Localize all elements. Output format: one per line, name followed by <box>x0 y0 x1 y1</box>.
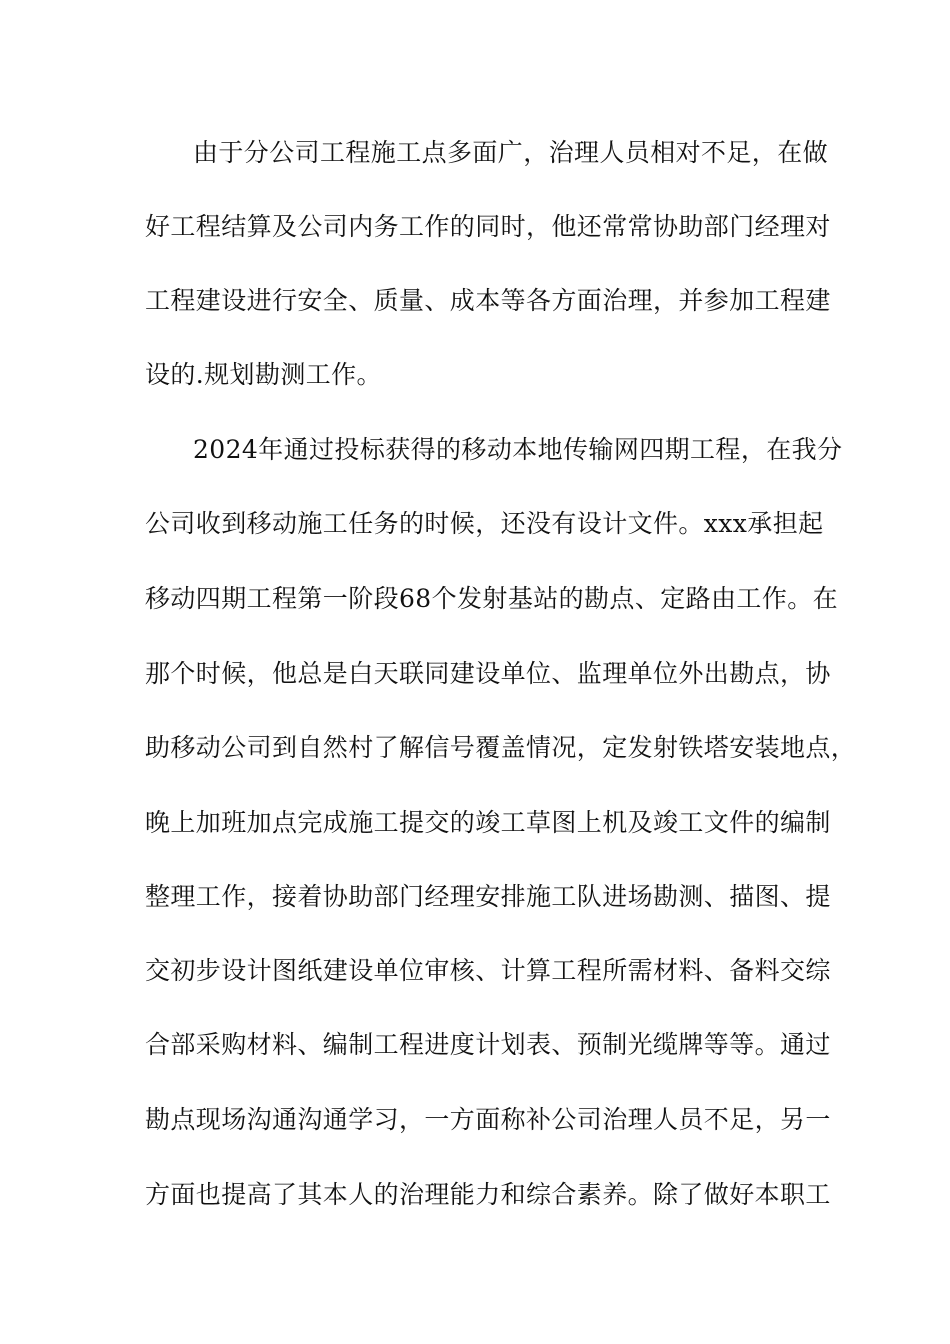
text-line: 设的.规划勘测工作。 <box>145 360 382 389</box>
text-line: 助移动公司到自然村了解信号覆盖情况，定发射铁塔安装地点， <box>145 733 857 762</box>
text-line: 晚上加班加点完成施工提交的竣工草图上机及竣工文件的编制 <box>145 808 831 837</box>
text-line: 方面也提高了其本人的治理能力和综合素养。除了做好本职工 <box>145 1180 831 1209</box>
text-line: 整理工作，接着协助部门经理安排施工队进场勘测、描图、提 <box>145 882 831 911</box>
text-line: 勘点现场沟通沟通学习，一方面称补公司治理人员不足，另一 <box>145 1105 831 1134</box>
text-line: 由于分公司工程施工点多面广，治理人员相对不足，在做 <box>193 138 829 167</box>
text-line: 2024年通过投标获得的移动本地传输网四期工程，在我分 <box>193 435 843 464</box>
text-line: 工程建设进行安全、质量、成本等各方面治理，并参加工程建 <box>145 286 831 315</box>
text-line: 公司收到移动施工任务的时候，还没有设计文件。xxx承担起 <box>145 509 824 538</box>
text-line: 那个时候，他总是白天联同建设单位、监理单位外出勘点，协 <box>145 659 831 688</box>
text-line: 交初步设计图纸建设单位审核、计算工程所需材料、备料交综 <box>145 956 831 985</box>
text-line: 移动四期工程第一阶段68个发射基站的勘点、定路由工作。在 <box>145 584 839 613</box>
text-line: 好工程结算及公司内务工作的同时，他还常常协助部门经理对 <box>145 212 831 241</box>
text-line: 合部采购材料、编制工程进度计划表、预制光缆牌等等。通过 <box>145 1030 831 1059</box>
